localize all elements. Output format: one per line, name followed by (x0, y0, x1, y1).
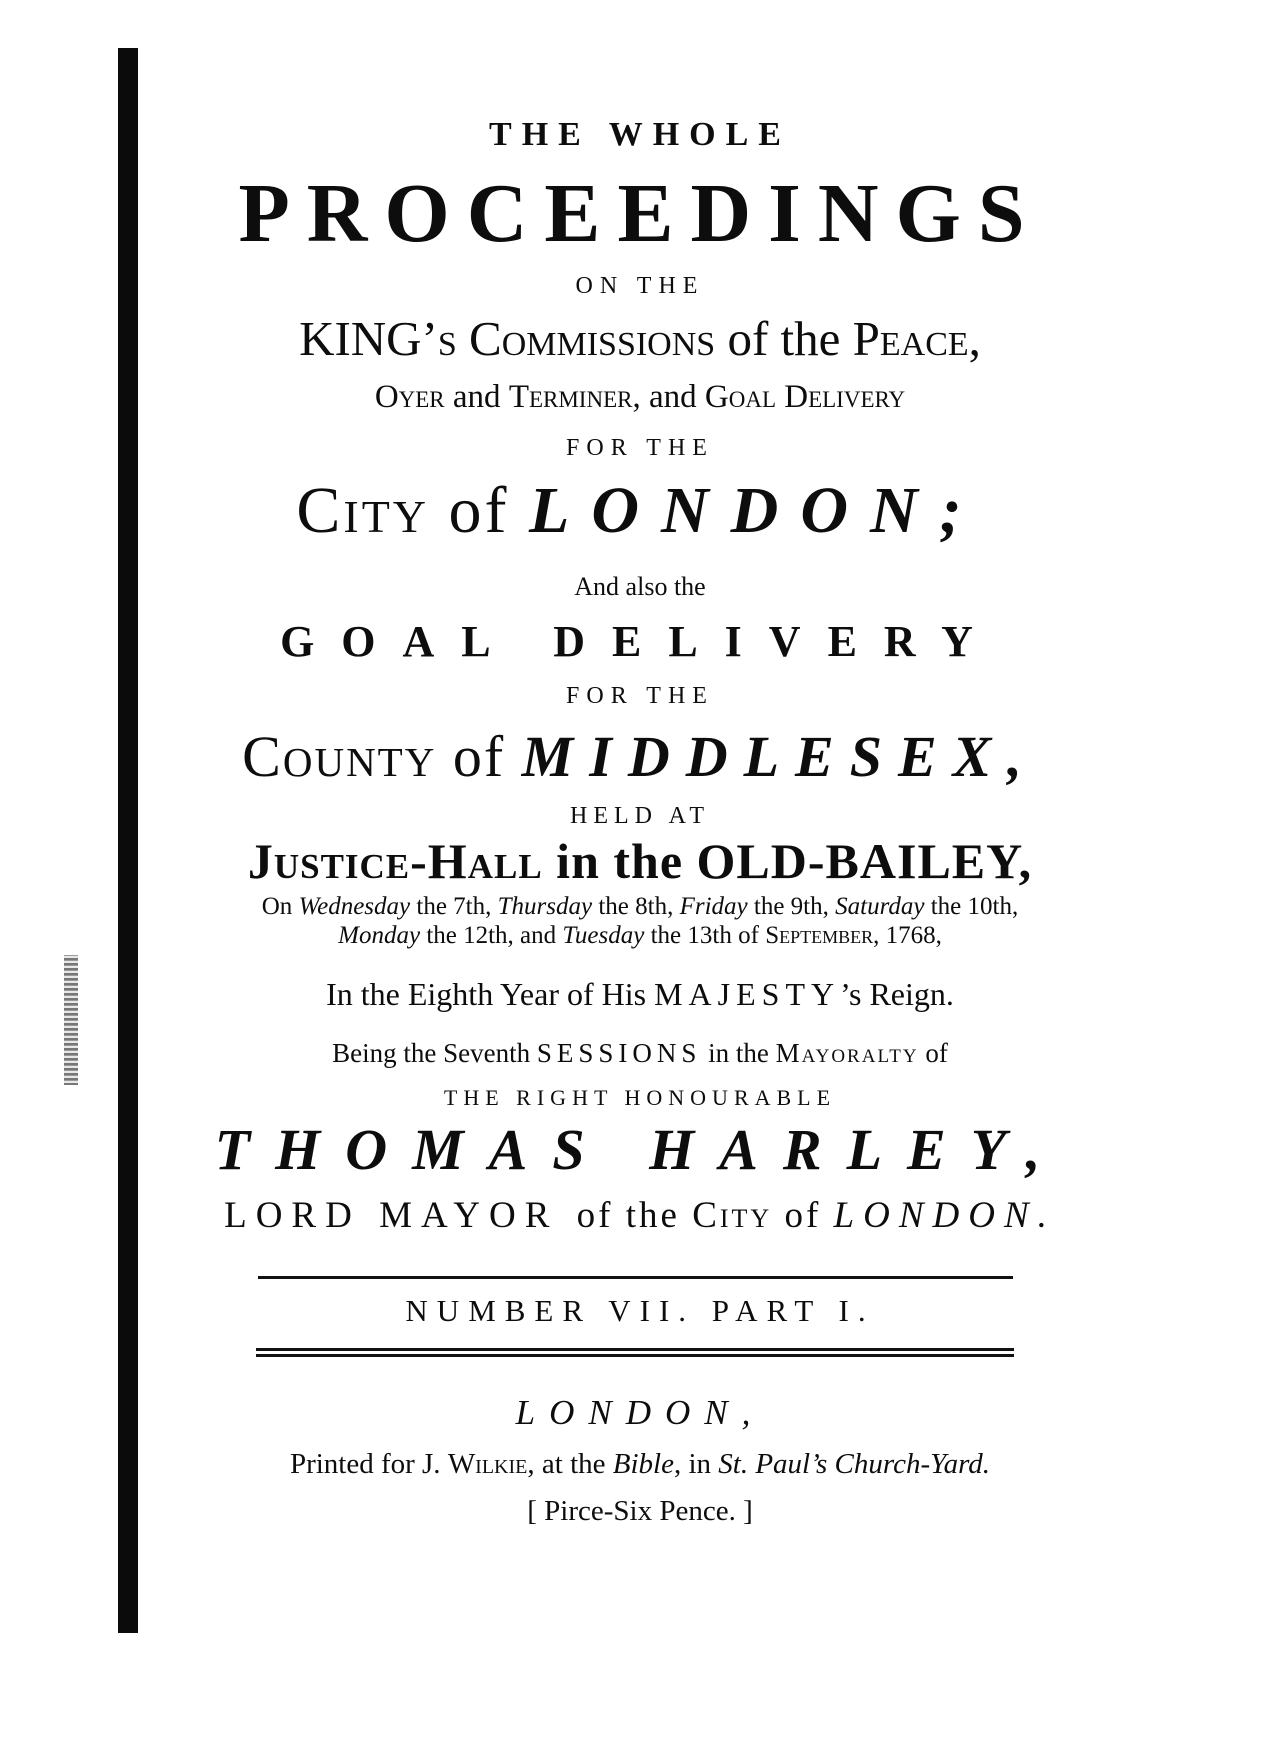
line-right-honourable: THE RIGHT HONOURABLE (443, 1085, 837, 1110)
day-tuesday: Tuesday (562, 922, 645, 949)
being-text: Being the Seventh (332, 1038, 537, 1068)
date-text: the 10th, (924, 893, 1019, 920)
printed-for-line (140, 1450, 1140, 1479)
double-divider-rule (256, 1348, 1014, 1357)
printed-for-text: Printed for J. (289, 1448, 448, 1480)
sessions-word: SESSIONS (536, 1038, 702, 1068)
justice-hall-word: Justice-Hall (247, 833, 557, 889)
line-held-at: HELD AT (570, 803, 710, 829)
date-text: the 8th, (592, 893, 680, 920)
london-word: LONDON; (529, 474, 984, 547)
mayoralty-word: Mayoralty (775, 1038, 919, 1068)
line-dates-1 (140, 894, 1140, 919)
day-wednesday: Wednesday (298, 893, 411, 920)
line-county-of-middlesex (140, 724, 1140, 789)
year-text: , 1768, (873, 922, 942, 949)
price-line: [ Pirce-Six Pence. ] (527, 1495, 753, 1527)
and-word-2: and (648, 379, 705, 415)
date-text: the 13th of (644, 922, 766, 949)
number-part-line: NUMBER VII. PART I. (405, 1293, 875, 1328)
eighth-year-text: In the Eighth Year of His (326, 976, 655, 1012)
oyer-word: Oyer (374, 379, 453, 415)
county-word: County (242, 724, 453, 789)
of-word-city: of (448, 474, 530, 547)
day-friday: Friday (679, 893, 748, 920)
majesty-word: MAJESTY (654, 976, 841, 1012)
line-and-also-the: And also the (574, 572, 706, 601)
day-thursday: Thursday (497, 893, 593, 920)
of-the-word: of the (727, 311, 853, 366)
line-city-of-london (140, 474, 1140, 547)
in-the-word: in the (556, 833, 697, 889)
scan-artifact (64, 955, 78, 1085)
king-word: KING (299, 311, 422, 366)
page-edge-shadow (118, 48, 138, 1633)
line-goal-delivery: GOAL DELIVERY (280, 617, 1000, 666)
of-text-2: of (784, 1195, 834, 1236)
goal-delivery-word: Goal Delivery (704, 379, 906, 415)
line-kings-commissions (140, 311, 1140, 366)
imprint-london: LONDON, (515, 1393, 765, 1432)
city-word: City (296, 474, 449, 547)
and-word-1: and (452, 379, 509, 415)
wilkie-name: Wilkie (447, 1448, 528, 1480)
in-the-text: in the (701, 1038, 776, 1068)
date-text: the 12th, and (420, 922, 563, 949)
divider-rule (258, 1276, 1013, 1279)
terminer-word: Terminer, (508, 379, 649, 415)
imprint (140, 1395, 1140, 1526)
date-text: On (261, 893, 299, 920)
bible-word: Bible (612, 1448, 674, 1480)
title-page (140, 108, 1140, 1234)
heading-the-whole: THE WHOLE (489, 116, 791, 153)
line-for-the-1: FOR THE (566, 435, 714, 461)
of-the-text: of the (576, 1195, 693, 1236)
line-eighth-year (140, 978, 1140, 1010)
commissions-word: ’s Commissions (421, 311, 728, 366)
lord-mayor-word: LORD MAYOR (224, 1195, 577, 1236)
line-dates-2 (140, 923, 1140, 948)
reign-text: ’s Reign. (840, 976, 954, 1012)
peace-word: Peace, (852, 311, 981, 366)
city-word-2: City (692, 1195, 785, 1236)
of-word-county: of (452, 724, 522, 789)
line-being-seventh-sessions (140, 1040, 1140, 1067)
day-monday: Monday (338, 922, 421, 949)
line-lord-mayor (140, 1197, 1140, 1234)
old-bailey-word: OLD-BAILEY, (696, 833, 1033, 889)
church-yard-text: St. Paul’s Church-Yard. (718, 1448, 991, 1480)
at-the-text: , at the (527, 1448, 613, 1480)
date-text: the 9th, (747, 893, 836, 920)
middlesex-word: MIDDLESEX, (521, 724, 1038, 789)
in-text: , in (673, 1448, 719, 1480)
line-thomas-harley: THOMAS HARLEY, (214, 1117, 1066, 1182)
date-text: the 7th, (410, 893, 498, 920)
line-for-the-2: FOR THE (566, 683, 714, 709)
line-justice-hall (140, 833, 1140, 889)
line-oyer-terminer (140, 381, 1140, 414)
of-text: of (918, 1038, 948, 1068)
month-september: September (765, 922, 874, 949)
london-word-2: LONDON. (833, 1195, 1056, 1236)
line-on-the: ON THE (575, 273, 705, 299)
day-saturday: Saturday (835, 893, 925, 920)
heading-proceedings: PROCEEDINGS (238, 167, 1042, 260)
